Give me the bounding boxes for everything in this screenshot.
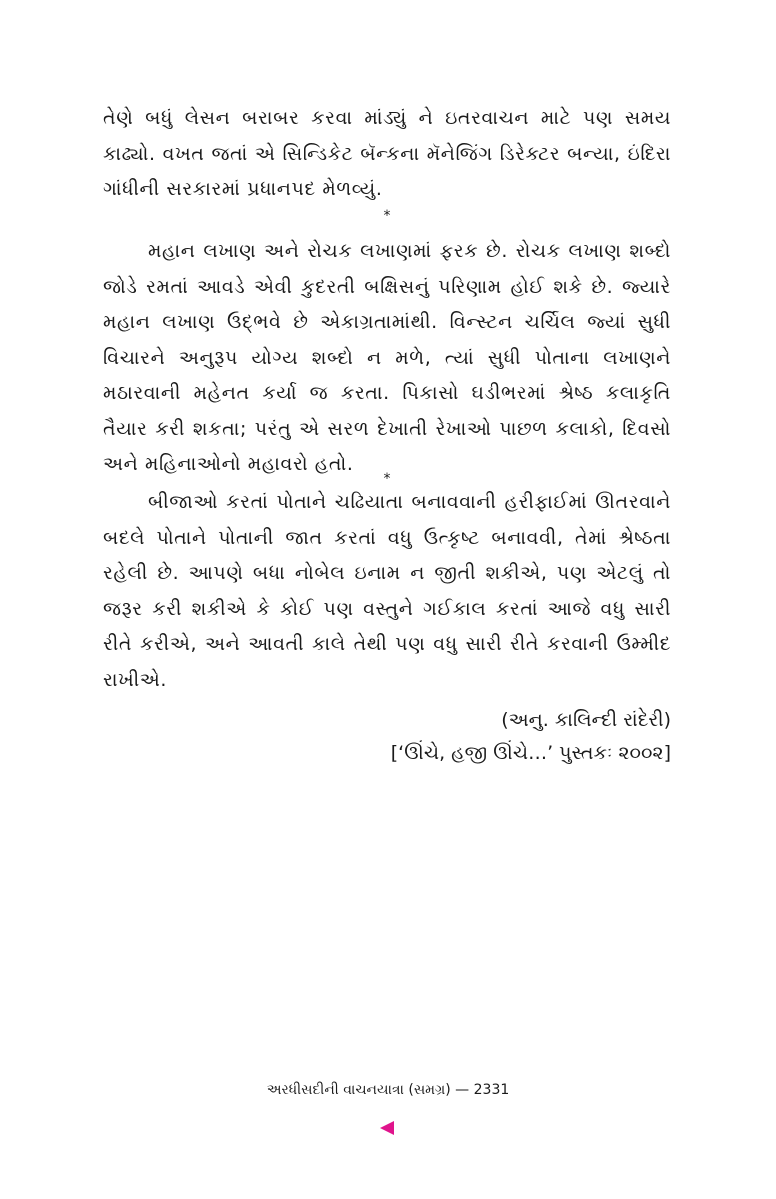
section-separator-1: * [383, 208, 391, 224]
previous-page-arrow-icon[interactable] [380, 1121, 394, 1135]
paragraph-1-text: તેણે બધું લેસન બરાબર કરવા માંડ્યું ને ઇતરવાચન માટે પણ સમય કાઢ્યો. વખત જતાં એ સિન્ડિકેટ બૅન્કના મૅનેજિંગ ડિરેક્ટર બન્યા, ઇંદિરા ગાંધીની સરકારમાં પ્રધાનપદ મેળવ્યું. [103, 107, 671, 200]
page-footer: અરધીસદીની વાચનયાત્રા (સમગ્ર) — 2331 [266, 1082, 510, 1098]
section-separator-2: * [383, 471, 391, 487]
paragraph-2 [103, 234, 671, 483]
source-credit: [‘ઊંચે, હજી ઊંચે…’ પુસ્તકઃ ૨૦૦૨] [390, 742, 671, 764]
paragraph-1 [103, 101, 671, 208]
paragraph-3 [103, 485, 671, 698]
translator-credit: (અનુ. કાલિન્દી રાંદેરી) [501, 709, 671, 731]
paragraph-3-text: બીજાઓ કરતાં પોતાને ચઢિયાતા બનાવવાની હરીફાઈમાં ઊતરવાને બદલે પોતાને પોતાની જાત કરતાં વધુ ઉત્કૃષ્ટ બનાવવી, તેમાં શ્રેષ્ઠતા રહેલી છે. આપણે બધા નોબેલ ઇનામ ન જીતી શકીએ, પણ એટલું તો જરૂર કરી શકીએ કે કોઈ પણ વસ્તુને ગઈકાલ કરતાં આજે વધુ સારી રીતે કરીએ, અને આવતી કાલે તેથી પણ વધુ સારી રીતે કરવાની ઉમ્મીદ રાખીએ. [103, 491, 671, 691]
paragraph-2-text: મહાન લખાણ અને રોચક લખાણમાં ફરક છે. રોચક લખાણ શબ્દો જોડે રમતાં આવડે એવી કુદરતી બક્ષિસનું પરિણામ હોઈ શકે છે. જ્યારે મહાન લખાણ ઉદ્ભવે છે એકાગ્રતામાંથી. વિન્સ્ટન ચર્ચિલ જ્યાં સુધી વિચારને અનુરૂપ યોગ્ય શબ્દો ન મળે, ત્યાં સુધી પોતાના લખાણને મઠારવાની મહેનત કર્યા જ કરતા. પિકાસો ઘડીભરમાં શ્રેષ્ઠ કલાકૃતિ તૈયાર કરી શકતા; પરંતુ એ સરળ દેખાતી રેખાઓ પાછળ કલાકો, દિવસો અને મહિનાઓનો મહાવરો હતો. [103, 240, 671, 475]
